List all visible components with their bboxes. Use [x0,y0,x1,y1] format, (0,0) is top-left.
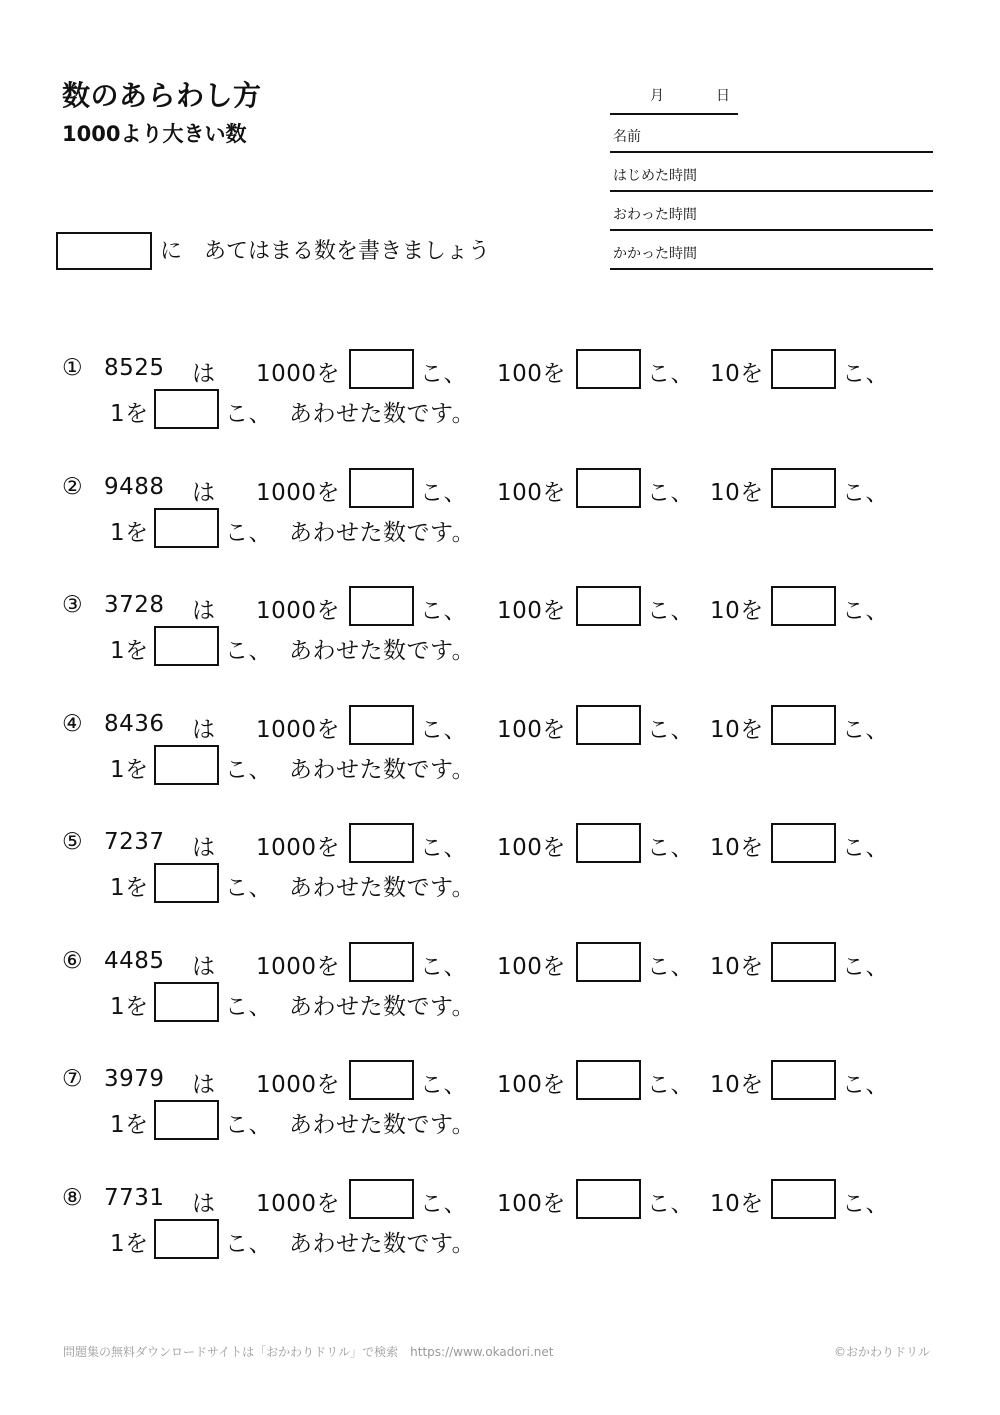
ko-label: こ、 [647,1191,694,1217]
hundreds-answer-box[interactable] [576,942,641,982]
problem-line-1 [0,823,1000,863]
tens-answer-box[interactable] [771,1060,836,1100]
ko-label: こ、 [225,875,272,901]
thousands-answer-box[interactable] [349,1179,414,1219]
month-label: 月 [650,88,664,104]
ten-label: 10を [710,1191,764,1217]
tens-answer-box[interactable] [771,349,836,389]
tens-answer-box[interactable] [771,586,836,626]
thousands-answer-box[interactable] [349,586,414,626]
problem-number: 7237 [104,829,165,855]
problem-item [0,1179,1000,1269]
problem-marker: ⑥ [62,948,84,974]
tens-answer-box[interactable] [771,468,836,508]
problem-line-2 [0,1100,1000,1140]
ko-label: こ、 [420,954,467,980]
ko-label: こ、 [842,1191,889,1217]
problem-number: 4485 [104,948,165,974]
ko-label: こ、 [842,598,889,624]
start-time-label: はじめた時間 [613,168,697,184]
problem-marker: ② [62,474,84,500]
name-label: 名前 [613,129,641,145]
problem-line-1 [0,586,1000,626]
ending-text: あわせた数です。 [289,875,476,901]
hundred-label: 100を [497,954,566,980]
hundreds-answer-box[interactable] [576,1179,641,1219]
worksheet-subtitle: 1000より大きい数 [62,122,247,146]
ko-label: こ、 [225,638,272,664]
thousands-answer-box[interactable] [349,349,414,389]
thousand-label: 1000を [256,835,341,861]
name-field[interactable] [610,115,933,153]
tens-answer-box[interactable] [771,823,836,863]
ten-label: 10を [710,598,764,624]
thousands-answer-box[interactable] [349,823,414,863]
elapsed-time-label: かかった時間 [613,246,697,262]
problem-number: 8436 [104,711,165,737]
thousand-label: 1000を [256,361,341,387]
ending-text: あわせた数です。 [289,1112,476,1138]
problem-number: 3728 [104,592,165,618]
thousands-answer-box[interactable] [349,1060,414,1100]
ko-label: こ、 [842,954,889,980]
one-label: 1を [110,875,149,901]
one-label: 1を [110,757,149,783]
tens-answer-box[interactable] [771,705,836,745]
elapsed-time-field[interactable] [610,232,933,270]
problem-marker: ⑦ [62,1066,84,1092]
hundreds-answer-box[interactable] [576,1060,641,1100]
hundreds-answer-box[interactable] [576,705,641,745]
ko-label: こ、 [647,480,694,506]
ko-label: こ、 [647,598,694,624]
problem-line-1 [0,705,1000,745]
problem-number: 7731 [104,1185,165,1211]
ones-answer-box[interactable] [154,1219,219,1259]
wa-label: は [192,1072,216,1098]
thousand-label: 1000を [256,717,341,743]
problem-line-2 [0,389,1000,429]
ten-label: 10を [710,954,764,980]
hundreds-answer-box[interactable] [576,349,641,389]
hundred-label: 100を [497,598,566,624]
problem-number: 9488 [104,474,165,500]
thousand-label: 1000を [256,1072,341,1098]
problem-number: 8525 [104,355,165,381]
footer-site-text: 問題集の無料ダウンロードサイトは「おかわりドリル」で検索 https://www.okadori.net [63,1345,554,1359]
problem-line-1 [0,942,1000,982]
problem-item [0,942,1000,1032]
one-label: 1を [110,520,149,546]
thousand-label: 1000を [256,598,341,624]
ending-text: あわせた数です。 [289,401,476,427]
ten-label: 10を [710,717,764,743]
ko-label: こ、 [842,361,889,387]
hundred-label: 100を [497,361,566,387]
ending-text: あわせた数です。 [289,520,476,546]
ending-text: あわせた数です。 [289,994,476,1020]
ending-text: あわせた数です。 [289,638,476,664]
thousands-answer-box[interactable] [349,705,414,745]
ten-label: 10を [710,361,764,387]
wa-label: は [192,598,216,624]
instruction-sample-box [56,232,152,270]
tens-answer-box[interactable] [771,1179,836,1219]
ones-answer-box[interactable] [154,508,219,548]
hundreds-answer-box[interactable] [576,586,641,626]
end-time-label: おわった時間 [613,207,697,223]
thousand-label: 1000を [256,1191,341,1217]
thousands-answer-box[interactable] [349,942,414,982]
problem-line-2 [0,745,1000,785]
end-time-field[interactable] [610,193,933,231]
ko-label: こ、 [225,757,272,783]
instruction-text: に あてはまる数を書きましょう [160,239,491,264]
ko-label: こ、 [420,717,467,743]
problem-line-2 [0,982,1000,1022]
hundred-label: 100を [497,835,566,861]
ones-answer-box[interactable] [154,1100,219,1140]
problem-item [0,349,1000,439]
hundred-label: 100を [497,1191,566,1217]
thousand-label: 1000を [256,480,341,506]
ko-label: こ、 [647,954,694,980]
problem-item [0,705,1000,795]
problem-line-2 [0,508,1000,548]
ko-label: こ、 [842,480,889,506]
date-field[interactable] [610,83,738,115]
hundred-label: 100を [497,717,566,743]
ko-label: こ、 [225,520,272,546]
ko-label: こ、 [420,598,467,624]
ko-label: こ、 [420,835,467,861]
wa-label: は [192,480,216,506]
one-label: 1を [110,401,149,427]
problem-line-2 [0,863,1000,903]
ko-label: こ、 [225,401,272,427]
problem-line-1 [0,349,1000,389]
worksheet-title: 数のあらわし方 [62,79,262,112]
problem-marker: ⑧ [62,1185,84,1211]
ko-label: こ、 [420,361,467,387]
ko-label: こ、 [647,835,694,861]
ko-label: こ、 [647,1072,694,1098]
problem-line-2 [0,626,1000,666]
day-label: 日 [716,88,730,104]
ones-answer-box[interactable] [154,626,219,666]
ko-label: こ、 [225,1231,272,1257]
one-label: 1を [110,1231,149,1257]
ones-answer-box[interactable] [154,745,219,785]
problem-number: 3979 [104,1066,165,1092]
wa-label: は [192,835,216,861]
ones-answer-box[interactable] [154,982,219,1022]
wa-label: は [192,717,216,743]
problem-line-1 [0,1060,1000,1100]
one-label: 1を [110,638,149,664]
start-time-field[interactable] [610,154,933,192]
ko-label: こ、 [842,717,889,743]
problem-line-2 [0,1219,1000,1259]
ko-label: こ、 [225,994,272,1020]
problem-marker: ① [62,355,84,381]
ko-label: こ、 [842,1072,889,1098]
problem-marker: ⑤ [62,829,84,855]
problem-marker: ④ [62,711,84,737]
one-label: 1を [110,1112,149,1138]
problem-item [0,468,1000,558]
ending-text: あわせた数です。 [289,1231,476,1257]
ending-text: あわせた数です。 [289,757,476,783]
ko-label: こ、 [647,717,694,743]
hundred-label: 100を [497,1072,566,1098]
one-label: 1を [110,994,149,1020]
problem-item [0,1060,1000,1150]
problem-item [0,586,1000,676]
ko-label: こ、 [420,480,467,506]
problem-line-1 [0,468,1000,508]
ones-answer-box[interactable] [154,389,219,429]
wa-label: は [192,361,216,387]
ones-answer-box[interactable] [154,863,219,903]
thousands-answer-box[interactable] [349,468,414,508]
tens-answer-box[interactable] [771,942,836,982]
ten-label: 10を [710,835,764,861]
hundred-label: 100を [497,480,566,506]
wa-label: は [192,1191,216,1217]
ko-label: こ、 [225,1112,272,1138]
ko-label: こ、 [420,1072,467,1098]
hundreds-answer-box[interactable] [576,823,641,863]
ten-label: 10を [710,1072,764,1098]
problem-item [0,823,1000,913]
hundreds-answer-box[interactable] [576,468,641,508]
ten-label: 10を [710,480,764,506]
ko-label: こ、 [842,835,889,861]
wa-label: は [192,954,216,980]
problem-marker: ③ [62,592,84,618]
thousand-label: 1000を [256,954,341,980]
footer-copyright: ©おかわりドリル [833,1345,930,1359]
ko-label: こ、 [420,1191,467,1217]
ko-label: こ、 [647,361,694,387]
problem-line-1 [0,1179,1000,1219]
